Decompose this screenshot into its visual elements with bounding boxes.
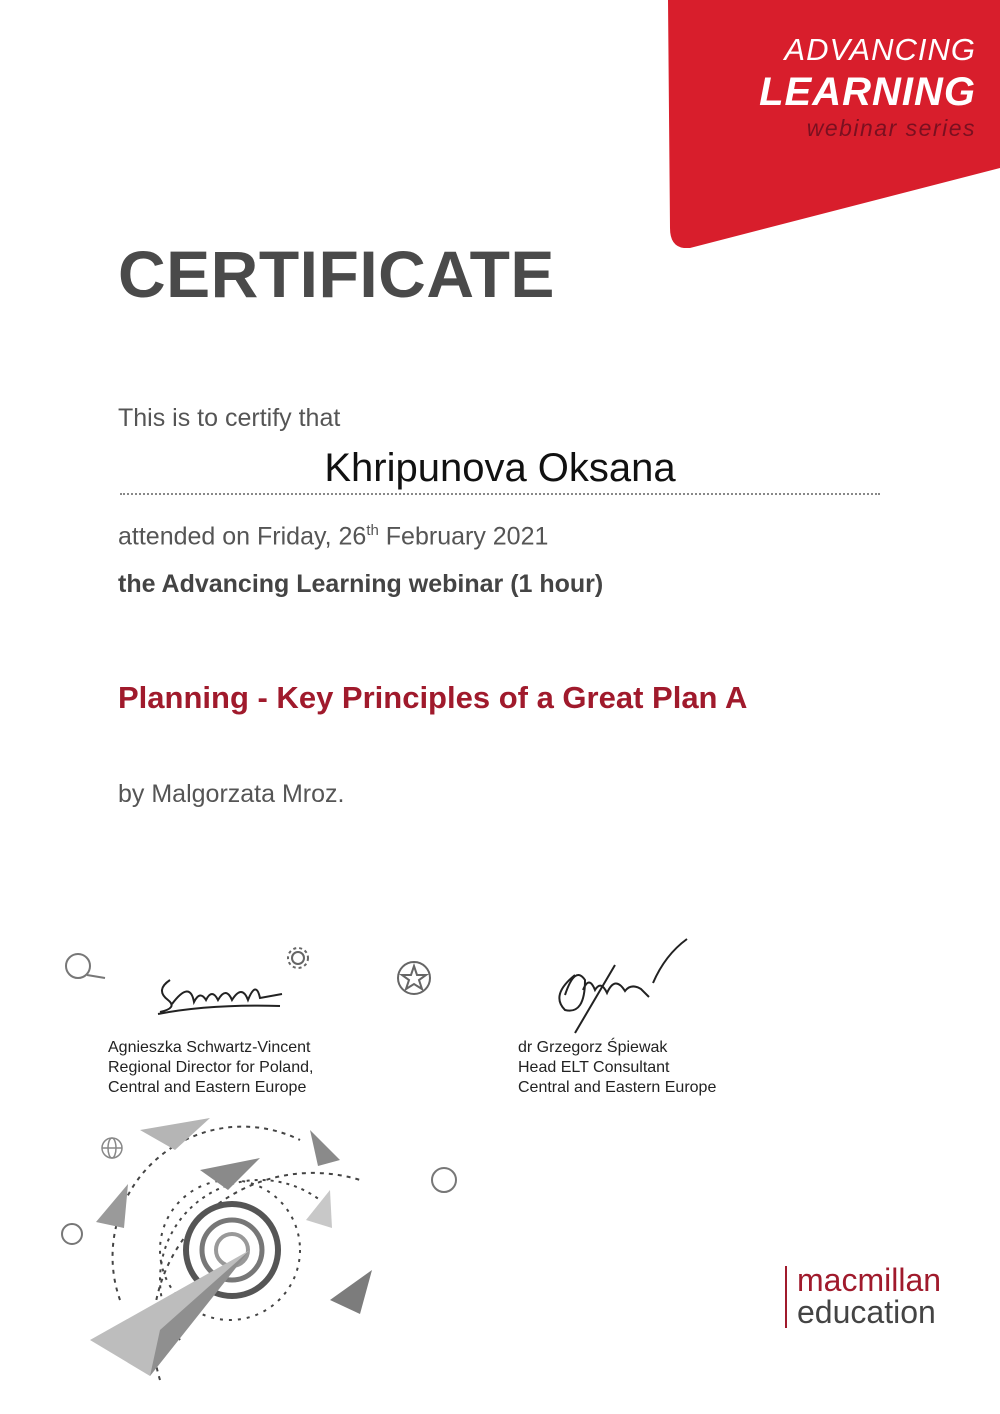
signatory-2: dr Grzegorz Śpiewak Head ELT Consultant Central and Eastern Europe <box>518 1039 717 1096</box>
banner-line-learning: LEARNING <box>759 70 976 114</box>
webinar-name: the Advancing Learning webinar (1 hour) <box>118 570 604 598</box>
logo-macmillan: macmillan <box>797 1262 942 1298</box>
certify-intro: This is to certify that <box>118 404 341 432</box>
presenter-byline: by Malgorzata Mroz. <box>118 780 345 808</box>
gear-icon <box>288 948 308 968</box>
star-icon <box>398 962 430 994</box>
magnifier-icon <box>66 954 105 978</box>
logo-bar <box>785 1266 787 1328</box>
logo-education: education <box>797 1294 936 1330</box>
attended-date: attended on Friday, 26th February 2021 <box>118 522 549 551</box>
signature-image-2 <box>545 935 695 1035</box>
banner-line-webinar-series: webinar series <box>806 115 976 141</box>
recipient-name: Khripunova Oksana <box>324 446 676 490</box>
paper-plane-icon <box>90 1118 372 1376</box>
banner-line-advancing: ADVANCING <box>784 32 976 67</box>
signature-image-1 <box>150 960 290 1020</box>
certificate-title: CERTIFICATE <box>118 237 555 311</box>
signatory-1: Agnieszka Schwartz-Vincent Regional Director for Poland, Central and Eastern Europe <box>108 1039 314 1096</box>
globe-icon <box>102 1138 122 1158</box>
webinar-topic: Planning - Key Principles of a Great Plan A <box>118 680 748 715</box>
